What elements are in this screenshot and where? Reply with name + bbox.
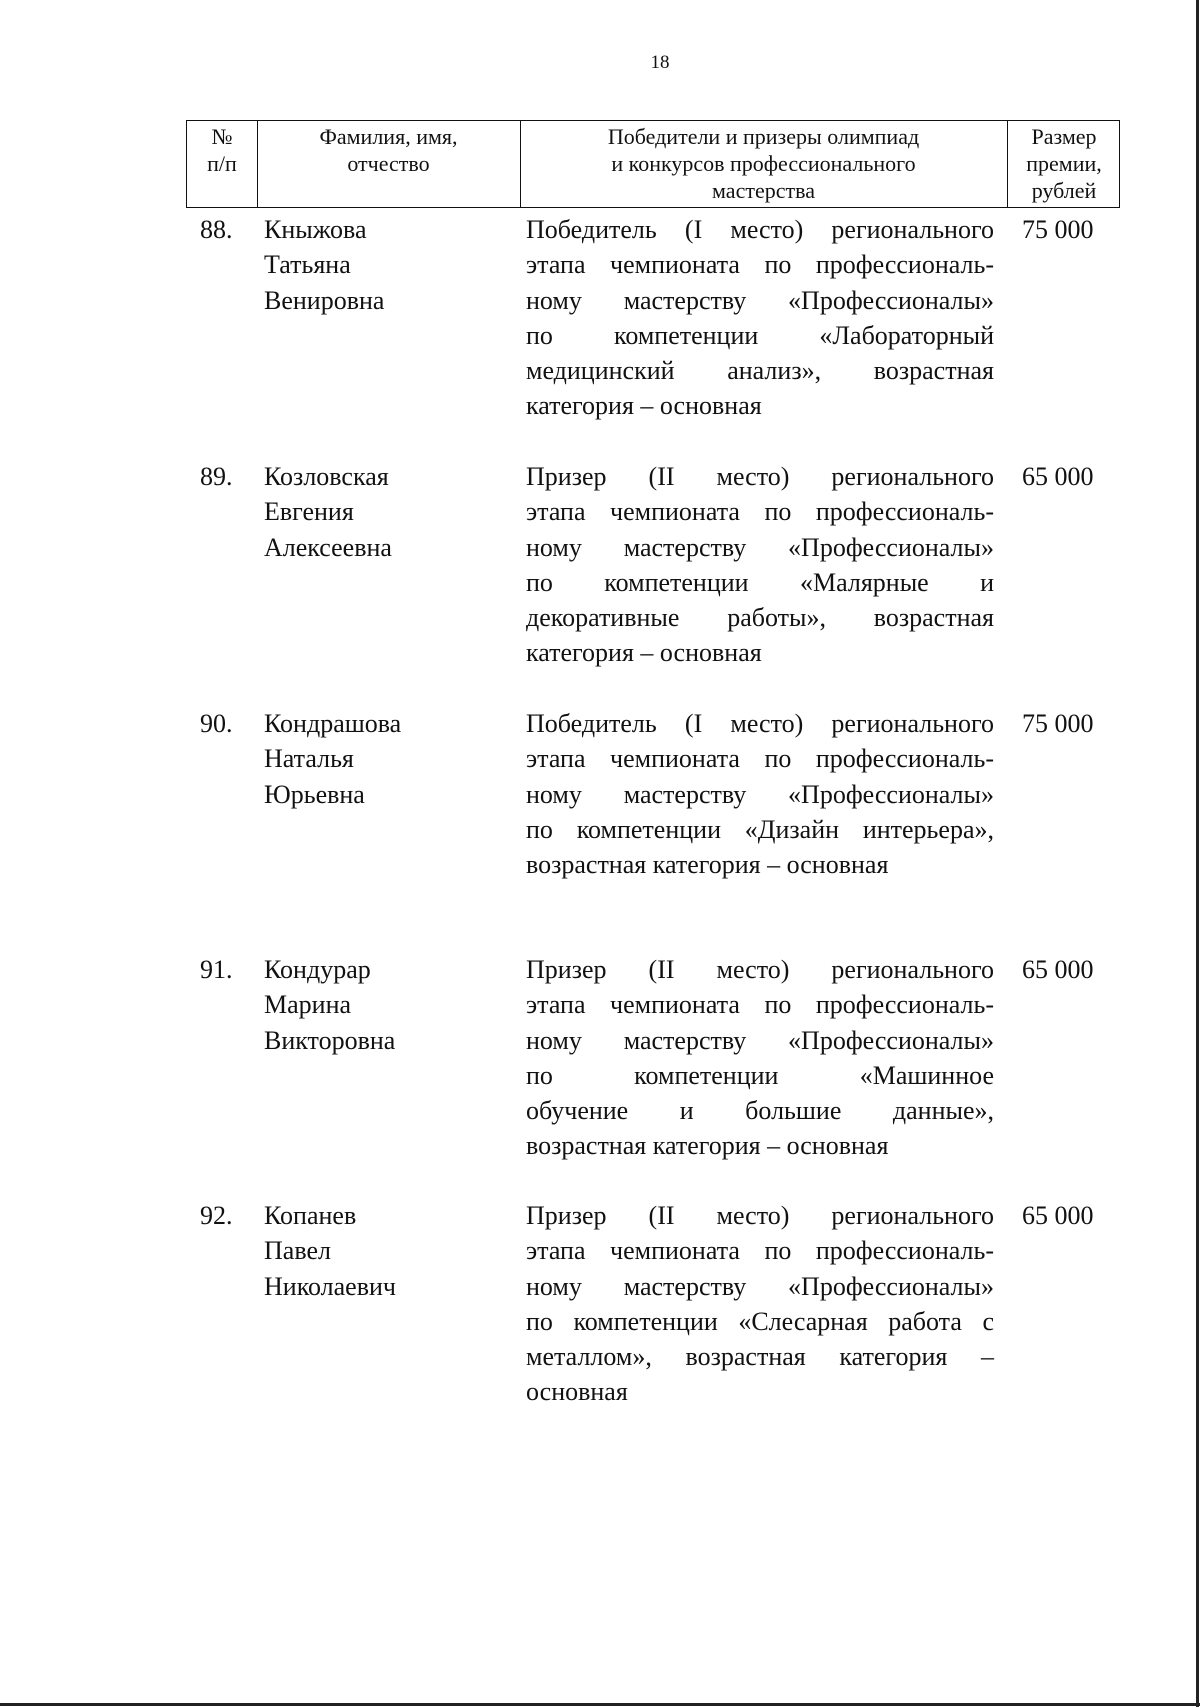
header-description-line: мастерства	[712, 178, 815, 203]
surname: Кныжова	[264, 215, 367, 244]
description-line: возрастная категория – основная	[526, 1131, 889, 1161]
table-header	[186, 120, 1120, 208]
person-name	[264, 706, 504, 812]
header-number-line: п/п	[207, 151, 237, 176]
description-line: обучение и большие данные»,	[526, 1096, 994, 1126]
description-line: категория – основная	[526, 391, 762, 421]
header-description-line: Победители и призеры олимпиад	[607, 124, 920, 149]
row-number: 90.	[200, 709, 233, 738]
surname: Кондурар	[264, 955, 371, 984]
description-line: ному мастерству «Профессионалы»	[526, 779, 994, 809]
row-number: 92.	[200, 1201, 233, 1230]
page-number: 18	[650, 52, 670, 73]
description-line: Призер (II место) регионального	[526, 955, 994, 984]
description-line: по компетенции «Малярные и	[526, 567, 994, 597]
first-name: Татьяна	[264, 250, 351, 280]
award-description	[526, 459, 994, 671]
description-line: медицинский анализ», возрастная	[526, 356, 994, 386]
award-amount: 65 000	[1022, 955, 1094, 984]
description-line: основная	[526, 1377, 628, 1407]
description-line: Призер (II место) регионального	[526, 1201, 994, 1230]
description-line: этапа чемпионата по профессиональ-	[526, 744, 994, 774]
description-line: металлом», возрастная категория –	[526, 1342, 994, 1372]
patronymic: Алексеевна	[264, 532, 392, 562]
description-line: категория – основная	[526, 638, 762, 668]
header-description	[520, 121, 1007, 207]
description-line: ному мастерству «Профессионалы»	[526, 285, 994, 315]
description-line: Победитель (I место) регионального	[526, 215, 994, 244]
header-amount	[1007, 121, 1121, 207]
award-amount: 65 000	[1022, 1201, 1094, 1230]
description-line: по компетенции «Слесарная работа с	[526, 1306, 994, 1336]
award-description	[526, 952, 994, 1164]
award-description	[526, 212, 994, 424]
award-description	[526, 706, 994, 882]
first-name: Наталья	[264, 744, 354, 774]
patronymic: Венировна	[264, 285, 385, 315]
description-line: Призер (II место) регионального	[526, 462, 994, 491]
row-number: 89.	[200, 462, 233, 491]
first-name: Марина	[264, 990, 352, 1020]
description-line: ному мастерству «Профессионалы»	[526, 532, 994, 562]
scan-edge-right	[1196, 0, 1199, 1707]
description-line: Победитель (I место) регионального	[526, 709, 994, 738]
description-line: этапа чемпионата по профессиональ-	[526, 990, 994, 1020]
scan-edge-bottom	[0, 1703, 1200, 1706]
header-number-line: №	[211, 124, 233, 149]
description-line: по компетенции «Машинное	[526, 1060, 994, 1090]
header-name-line: Фамилия, имя,	[319, 124, 458, 149]
header-name-line: отчество	[347, 151, 430, 176]
surname: Козловская	[264, 462, 389, 491]
award-amount: 75 000	[1022, 709, 1094, 738]
description-line: по компетенции «Лабораторный	[526, 320, 994, 350]
header-amount-line: рублей	[1031, 178, 1097, 203]
award-amount: 65 000	[1022, 462, 1094, 491]
header-number	[187, 121, 257, 207]
header-amount-line: Размер	[1031, 124, 1097, 149]
header-description-line: и конкурсов профессионального	[611, 151, 916, 176]
person-name	[264, 1198, 504, 1304]
first-name: Евгения	[264, 497, 354, 527]
description-line: декоративные работы», возрастная	[526, 603, 994, 633]
description-line: по компетенции «Дизайн интерьера»,	[526, 814, 994, 844]
header-amount-line: премии,	[1026, 151, 1102, 176]
description-line: этапа чемпионата по профессиональ-	[526, 250, 994, 280]
description-line: возрастная категория – основная	[526, 850, 889, 880]
person-name	[264, 459, 504, 565]
surname: Кондрашова	[264, 709, 402, 738]
description-line: этапа чемпионата по профессиональ-	[526, 497, 994, 527]
patronymic: Николаевич	[264, 1271, 396, 1301]
description-line: ному мастерству «Профессионалы»	[526, 1025, 994, 1055]
header-name	[257, 121, 520, 207]
award-amount: 75 000	[1022, 215, 1094, 244]
row-number: 88.	[200, 215, 233, 244]
person-name	[264, 952, 504, 1058]
first-name: Павел	[264, 1236, 331, 1266]
description-line: ному мастерству «Профессионалы»	[526, 1271, 994, 1301]
description-line: этапа чемпионата по профессиональ-	[526, 1236, 994, 1266]
person-name	[264, 212, 504, 318]
award-description	[526, 1198, 994, 1410]
patronymic: Викторовна	[264, 1025, 396, 1055]
patronymic: Юрьевна	[264, 779, 365, 809]
row-number: 91.	[200, 955, 233, 984]
surname: Копанев	[264, 1201, 357, 1230]
